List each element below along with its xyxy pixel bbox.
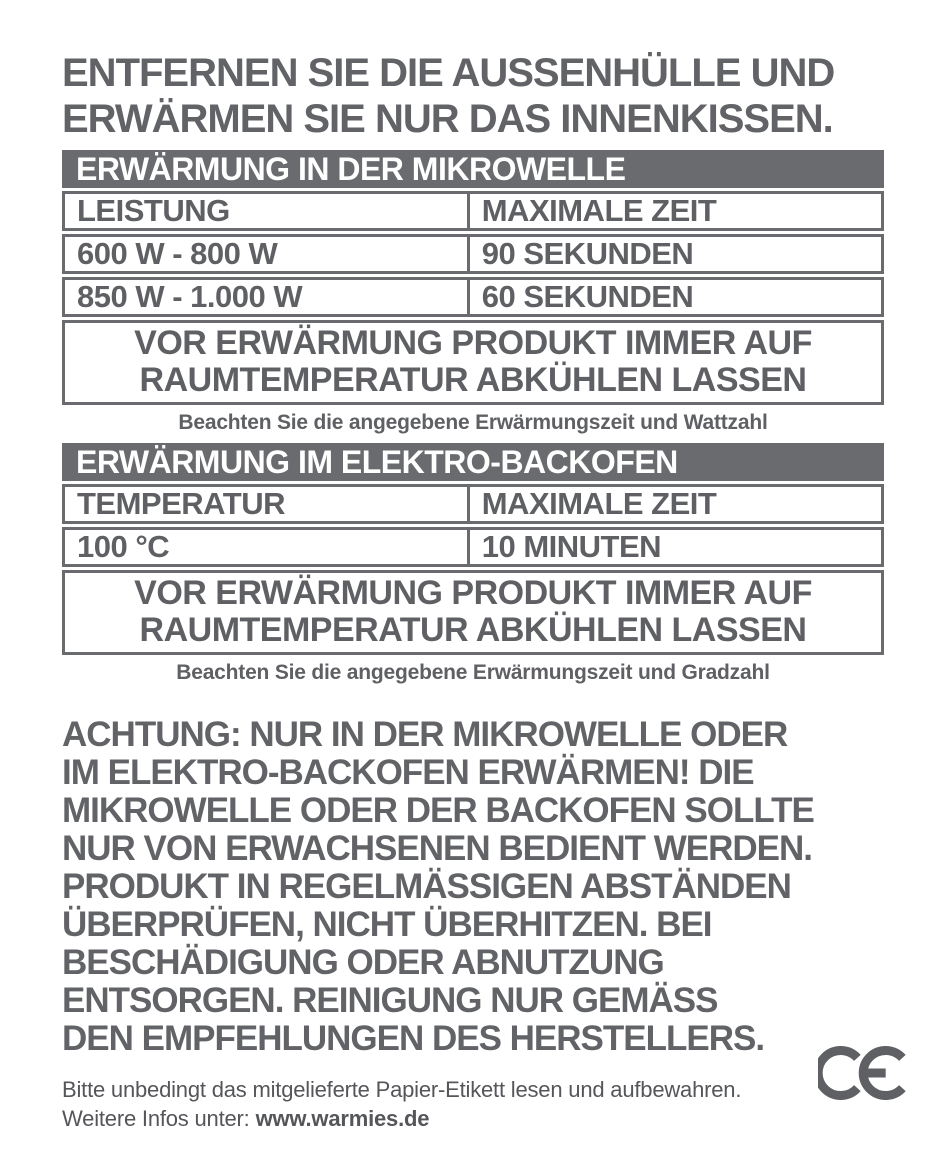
column-header-power: LEISTUNG — [65, 194, 470, 228]
page-title-line-2: ERWÄRMEN SIE NUR DAS INNENKISSEN. — [62, 97, 833, 141]
max-time-cell: 10 MINUTEN — [481, 530, 662, 564]
oven-table-caption: Beachten Sie die angegebene Erwärmungszeit und Gradzahl — [176, 661, 770, 684]
column-header-max-time: MAXIMALE ZEIT — [481, 194, 717, 228]
label-content — [62, 0, 884, 1133]
cooldown-notice-line-2: RAUMTEMPERATUR ABKÜHLEN LASSEN — [139, 611, 807, 649]
table-row — [62, 277, 884, 317]
warning-paragraph — [62, 716, 884, 1058]
page-title — [62, 50, 884, 142]
website-text: www.warmies.de — [255, 1106, 430, 1131]
more-info-line — [62, 1104, 884, 1133]
paper-label-note: Bitte unbedingt das mitgelieferte Papier-Etikett lesen und aufbewahren. — [62, 1077, 742, 1102]
more-info-prefix: Weitere Infos unter: — [62, 1106, 250, 1131]
cooldown-notice — [62, 320, 884, 405]
warning-line: MIKROWELLE ODER DER BACKOFEN SOLLTE — [62, 791, 814, 830]
ce-mark-icon — [818, 1043, 914, 1103]
microwave-table-caption: Beachten Sie die angegebene Erwärmungszeit und Wattzahl — [178, 411, 768, 434]
table-row — [62, 234, 884, 274]
max-time-cell: 60 SEKUNDEN — [481, 280, 694, 314]
table-row — [62, 527, 884, 567]
table-header-row — [62, 484, 884, 524]
temperature-cell: 100 °C — [65, 530, 470, 564]
warning-line: ACHTUNG: NUR IN DER MIKROWELLE ODER — [62, 715, 788, 754]
oven-table — [62, 443, 884, 685]
warning-line: PRODUKT IN REGELMÄSSIGEN ABSTÄNDEN — [62, 867, 791, 906]
max-time-cell: 90 SEKUNDEN — [481, 237, 694, 271]
warning-line: BESCHÄDIGUNG ODER ABNUTZUNG — [62, 943, 664, 982]
warning-line: IM ELEKTRO-BACKOFEN ERWÄRMEN! DIE — [62, 753, 754, 792]
warning-line: DEN EMPFEHLUNGEN DES HERSTELLERS. — [62, 1019, 765, 1058]
table-header-row — [62, 191, 884, 231]
cooldown-notice — [62, 570, 884, 655]
cooldown-notice-line-1: VOR ERWÄRMUNG PRODUKT IMMER AUF — [134, 574, 812, 612]
warning-line: ENTSORGEN. REINIGUNG NUR GEMÄSS — [62, 981, 718, 1020]
oven-table-title: ERWÄRMUNG IM ELEKTRO-BACKOFEN — [62, 443, 884, 481]
column-header-temperature: TEMPERATUR — [65, 487, 470, 521]
cooldown-notice-line-2: RAUMTEMPERATUR ABKÜHLEN LASSEN — [139, 361, 807, 399]
power-range-cell: 850 W - 1.000 W — [65, 280, 470, 314]
microwave-table-title: ERWÄRMUNG IN DER MIKROWELLE — [62, 150, 884, 188]
column-header-max-time: MAXIMALE ZEIT — [481, 487, 717, 521]
cooldown-notice-line-1: VOR ERWÄRMUNG PRODUKT IMMER AUF — [134, 324, 812, 362]
warning-line: NUR VON ERWACHSENEN BEDIENT WERDEN. — [62, 829, 812, 868]
microwave-table — [62, 150, 884, 435]
page-title-line-1: ENTFERNEN SIE DIE AUSSENHÜLLE UND — [62, 51, 835, 95]
footer — [62, 1075, 884, 1133]
power-range-cell: 600 W - 800 W — [65, 237, 470, 271]
warning-line: ÜBERPRÜFEN, NICHT ÜBERHITZEN. BEI — [62, 905, 712, 944]
